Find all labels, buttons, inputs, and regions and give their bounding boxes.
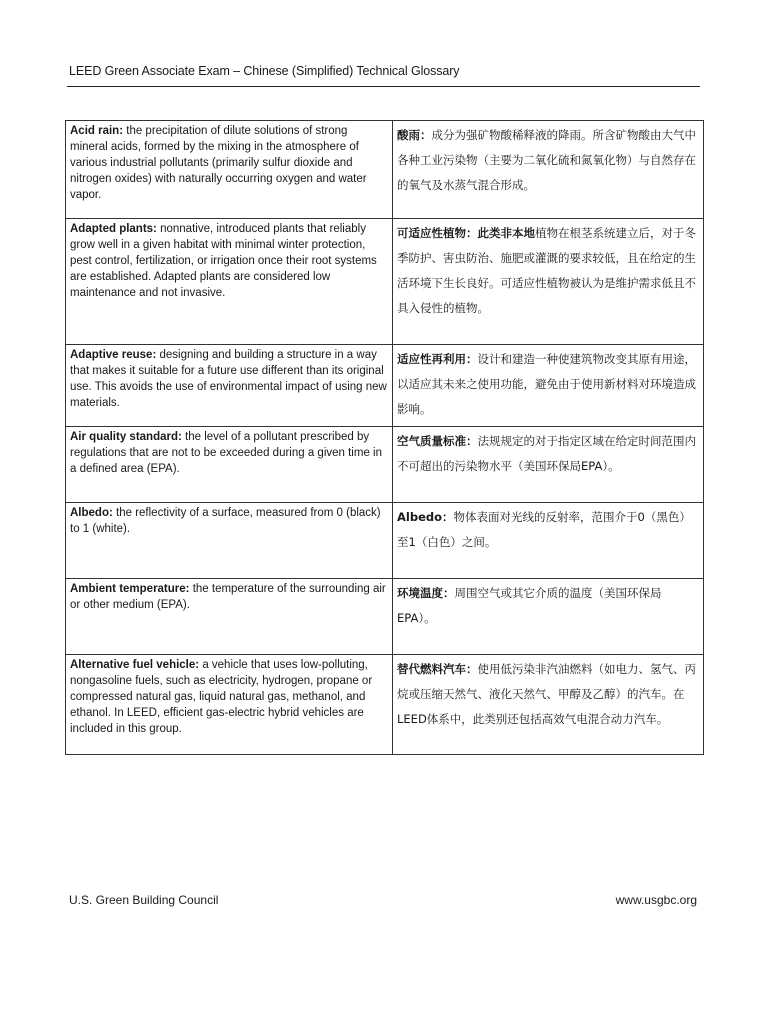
- definition-text: the precipitation of dilute solutions of strong mineral acids, formed by the mixing in the atmosphere of various industrial pollutants (primarily sulfur dioxide and nitrogen oxides) with naturally occurring oxygen and water vapor.: [70, 125, 367, 201]
- table-row: [66, 219, 704, 345]
- term-label: 空气质量标准：: [397, 434, 478, 448]
- english-cell: [66, 655, 393, 755]
- term-label: 替代燃料汽车：: [397, 662, 478, 676]
- term-label: 适应性再利用：: [397, 352, 478, 366]
- term-label: Albedo：: [397, 510, 454, 524]
- definition-text: the level of a pollutant prescribed by regulations that are not to be exceeded during a given time in a defined area (EPA).: [70, 431, 382, 475]
- table-row: [66, 579, 704, 655]
- term-label: Adapted plants:: [70, 223, 157, 235]
- page-title: LEED Green Associate Exam – Chinese (Simplified) Technical Glossary: [69, 64, 460, 78]
- definition-text: designing and building a structure in a way that makes it suitable for a future use different than its original use. This avoids the use of environmental impact of using new materials.: [70, 349, 387, 409]
- table-row: [66, 655, 704, 755]
- english-cell: [66, 427, 393, 503]
- chinese-cell: [393, 655, 704, 755]
- definition-text: 设计和建造一种使建筑物改变其原有用途，以适应其未来之使用功能，避免由于使用新材料对环境造成影响。: [397, 352, 696, 416]
- term-label: 酸雨：: [397, 128, 432, 142]
- definition-text: the temperature of the surrounding air or other medium (EPA).: [70, 583, 386, 611]
- definition-text: 成分为强矿物酸稀释液的降雨。所含矿物酸由大气中各种工业污染物（主要为二氧化硫和氮氧化物）与自然存在的氧气及水蒸气混合形成。: [397, 128, 696, 192]
- header-divider: [67, 86, 700, 87]
- term-label: Acid rain:: [70, 125, 124, 137]
- chinese-cell: [393, 219, 704, 345]
- english-cell: [66, 219, 393, 345]
- table-row: [66, 427, 704, 503]
- definition-text: nonnative, introduced plants that reliably grow well in a given habitat with minimal winter protection, pest control, fertilization, or irrigation once their root systems are established. Adapted plants are considered low maintenance and not invasive.: [70, 223, 377, 299]
- glossary-table: [65, 120, 704, 755]
- chinese-cell: [393, 427, 704, 503]
- chinese-cell: [393, 503, 704, 579]
- term-label: 可适应性植物：此类非本地: [397, 226, 535, 240]
- term-label: Adaptive reuse:: [70, 349, 157, 361]
- definition-text: 周围空气或其它介质的温度（美国环保局EPA）。: [397, 586, 662, 625]
- term-label: Albedo:: [70, 507, 113, 519]
- footer-organization: U.S. Green Building Council: [69, 893, 219, 907]
- definition-text: the reflectivity of a surface, measured from 0 (black) to 1 (white).: [70, 507, 381, 535]
- english-cell: [66, 345, 393, 427]
- chinese-cell: [393, 121, 704, 219]
- definition-text: 物体表面对光线的反射率，范围介于0（黑色）至1（白色）之间。: [397, 510, 691, 549]
- footer-website: www.usgbc.org: [615, 893, 697, 907]
- term-label: Air quality standard:: [70, 431, 182, 443]
- chinese-cell: [393, 345, 704, 427]
- term-label: Ambient temperature:: [70, 583, 190, 595]
- table-row: [66, 121, 704, 219]
- english-cell: [66, 121, 393, 219]
- english-cell: [66, 503, 393, 579]
- table-row: [66, 503, 704, 579]
- definition-text: 使用低污染非汽油燃料（如电力、氢气、丙烷或压缩天然气、液化天然气、甲醇及乙醇）的汽车。在LEED体系中，此类别还包括高效气电混合动力汽车。: [397, 662, 696, 726]
- chinese-cell: [393, 579, 704, 655]
- english-cell: [66, 579, 393, 655]
- term-label: 环境温度：: [397, 586, 455, 600]
- term-label: Alternative fuel vehicle:: [70, 659, 200, 671]
- definition-text: 法规规定的对于指定区域在给定时间范围内不可超出的污染物水平（美国环保局EPA）。: [397, 434, 696, 473]
- definition-text: a vehicle that uses low-polluting, nongasoline fuels, such as electricity, hydrogen, propane or compressed natural gas, liquid natural gas, methanol, and ethanol. In LEED, efficient gas-electric hybrid vehicles are included in this group.: [70, 659, 373, 735]
- table-row: [66, 345, 704, 427]
- definition-text: 植物在根茎系统建立后，对于冬季防护、害虫防治、施肥或灌溉的要求较低，且在给定的生活环境下生长良好。可适应性植物被认为是维护需求低且不具入侵性的植物。: [397, 226, 696, 315]
